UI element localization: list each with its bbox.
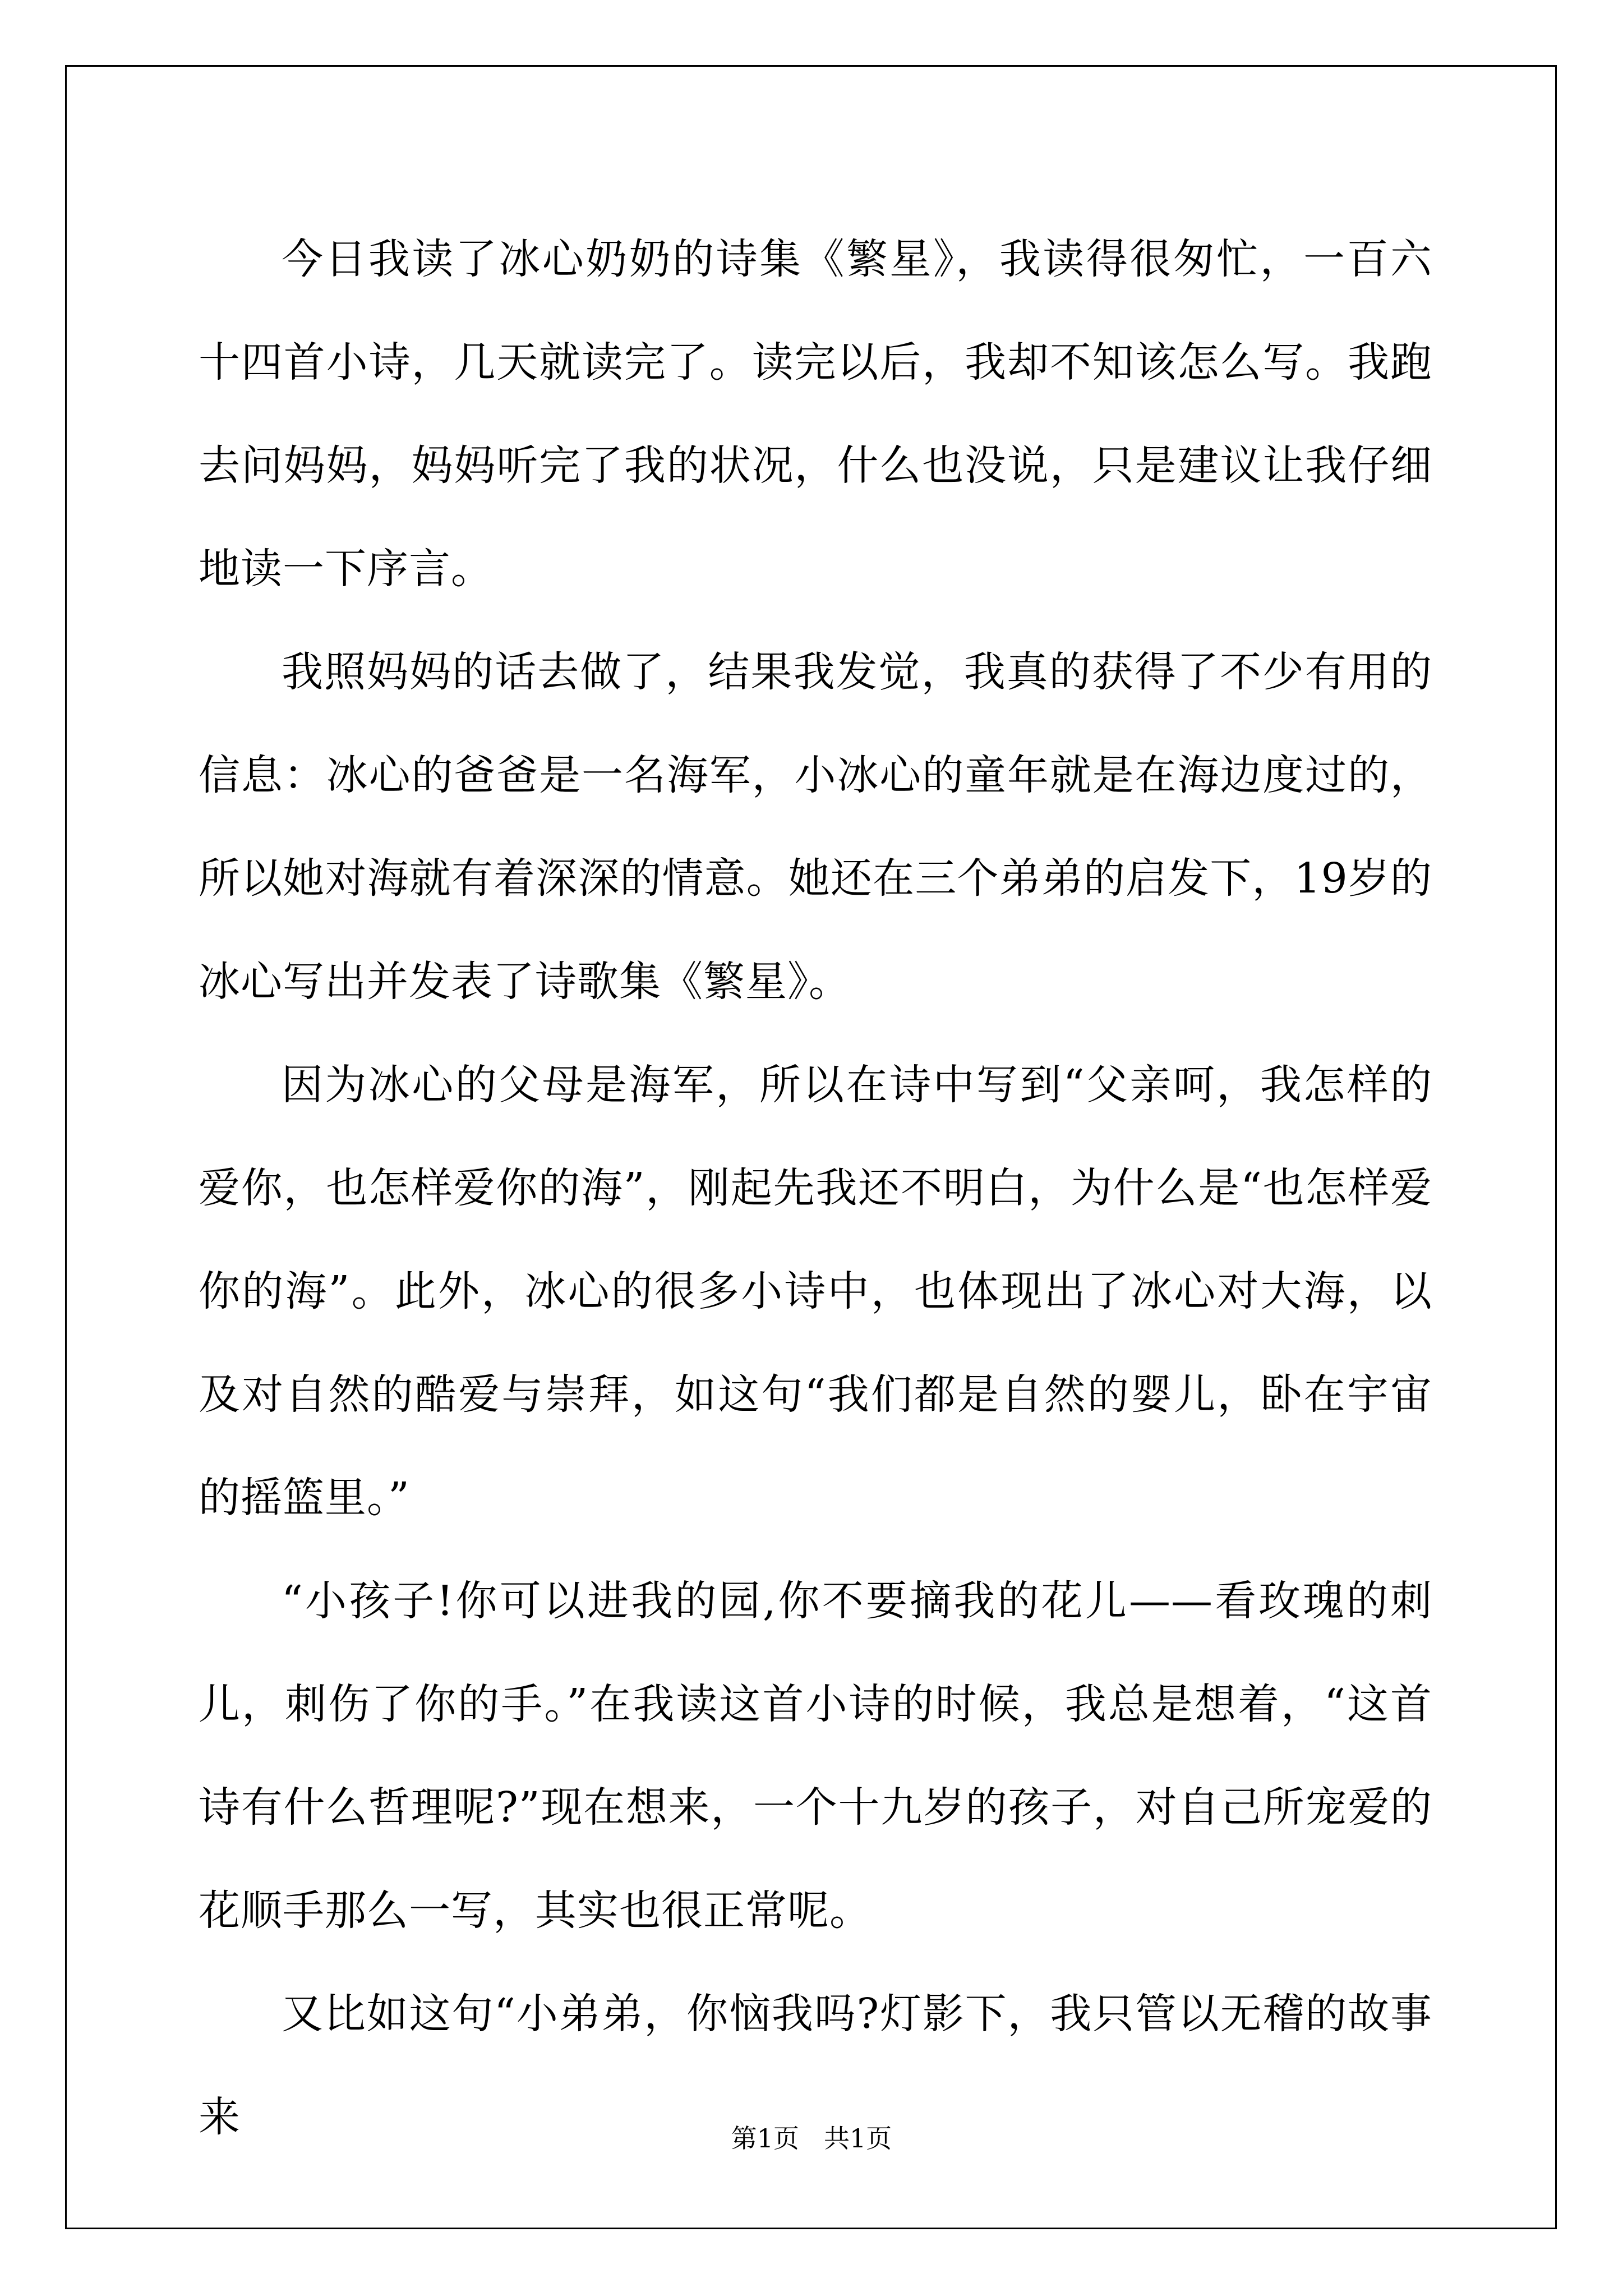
- paragraph-2: 我照妈妈的话去做了，结果我发觉，我真的获得了不少有用的信息：冰心的爸爸是一名海军，小冰心的童年就是在海边度过的，所以她对海就有着深深的情意。她还在三个弟弟的启发下，19岁的冰心写出并发表了诗歌集《繁星》。: [199, 648, 1432, 1006]
- page-footer: [0, 2122, 1623, 2155]
- paragraph-4: “小孩子!你可以进我的园,你不要摘我的花儿——看玫瑰的刺儿，刺伤了你的手。”在我读这首小诗的时候，我总是想着，“这首诗有什么哲理呢?”现在想来，一个十九岁的孩子，对自己所宠爱的花顺手那么一写，其实也很正常呢。: [199, 1577, 1432, 1935]
- page-number: 第1页: [731, 2123, 800, 2154]
- page-total: 共1页: [823, 2123, 892, 2154]
- paragraph-1: 今日我读了冰心奶奶的诗集《繁星》，我读得很匆忙，一百六十四首小诗，几天就读完了。读完以后，我却不知该怎么写。我跑去问妈妈，妈妈听完了我的状况，什么也没说，只是建议让我仔细地读一下序言。: [199, 235, 1432, 593]
- paragraph-5: 又比如这句“小弟弟，你恼我吗?灯影下，我只管以无稽的故事来: [199, 1990, 1432, 2141]
- document-body: [199, 208, 1432, 2169]
- paragraph-3: 因为冰心的父母是海军，所以在诗中写到“父亲呵，我怎样的爱你，也怎样爱你的海”，刚起先我还不明白，为什么是“也怎样爱你的海”。此外，冰心的很多小诗中，也体现出了冰心对大海，以及对自然的酷爱与崇拜，如这句“我们都是自然的婴儿，卧在宇宙的摇篮里。”: [199, 1061, 1432, 1522]
